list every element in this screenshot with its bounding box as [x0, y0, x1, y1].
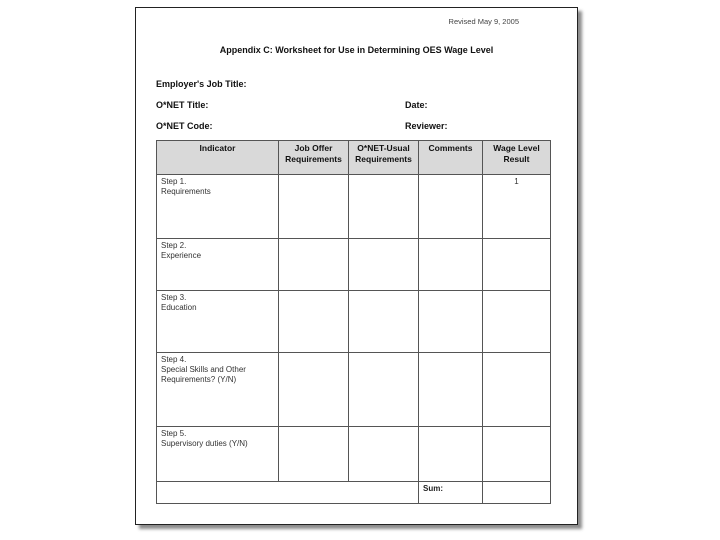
indicator-cell: Step 5. Supervisory duties (Y/N) — [157, 427, 279, 482]
date-label: Date: — [405, 100, 428, 110]
header-job-offer: Job Offer Requirements — [279, 141, 349, 175]
table-row — [157, 353, 551, 427]
job-offer-cell — [279, 353, 349, 427]
comments-cell — [419, 239, 483, 291]
revision-date: Revised May 9, 2005 — [448, 17, 519, 26]
onet-usual-cell — [349, 175, 419, 239]
sum-row — [157, 482, 551, 504]
header-indicator: Indicator — [157, 141, 279, 175]
comments-cell — [419, 427, 483, 482]
job-offer-cell — [279, 427, 349, 482]
wage-level-cell — [483, 291, 551, 353]
indicator-cell: Step 1. Requirements — [157, 175, 279, 239]
header-comments: Comments — [419, 141, 483, 175]
wage-level-cell: 1 — [483, 175, 551, 239]
comments-cell — [419, 175, 483, 239]
onet-code-label: O*NET Code: — [156, 121, 213, 131]
table-row — [157, 175, 551, 239]
job-offer-cell — [279, 175, 349, 239]
indicator-cell: Step 3. Education — [157, 291, 279, 353]
table-row — [157, 427, 551, 482]
table-row — [157, 291, 551, 353]
onet-usual-cell — [349, 239, 419, 291]
table-header-row — [157, 141, 551, 175]
onet-usual-cell — [349, 353, 419, 427]
header-wage-level: Wage Level Result — [483, 141, 551, 175]
header-onet-usual: O*NET-Usual Requirements — [349, 141, 419, 175]
wage-level-cell — [483, 239, 551, 291]
onet-usual-cell — [349, 427, 419, 482]
table-row — [157, 239, 551, 291]
onet-title-label: O*NET Title: — [156, 100, 209, 110]
comments-cell — [419, 291, 483, 353]
wage-level-table — [156, 140, 551, 504]
wage-level-cell — [483, 427, 551, 482]
comments-cell — [419, 353, 483, 427]
wage-level-cell — [483, 353, 551, 427]
page-title: Appendix C: Worksheet for Use in Determining OES Wage Level — [219, 45, 494, 55]
onet-usual-cell — [349, 291, 419, 353]
sum-label: Sum: — [419, 482, 483, 504]
sum-value-cell — [483, 482, 551, 504]
employer-job-title-label: Employer's Job Title: — [156, 79, 247, 89]
reviewer-label: Reviewer: — [405, 121, 448, 131]
indicator-cell: Step 2. Experience — [157, 239, 279, 291]
job-offer-cell — [279, 291, 349, 353]
sum-spacer-cell — [157, 482, 419, 504]
worksheet-page — [135, 7, 578, 525]
job-offer-cell — [279, 239, 349, 291]
indicator-cell: Step 4. Special Skills and Other Requirements? (Y/N) — [157, 353, 279, 427]
